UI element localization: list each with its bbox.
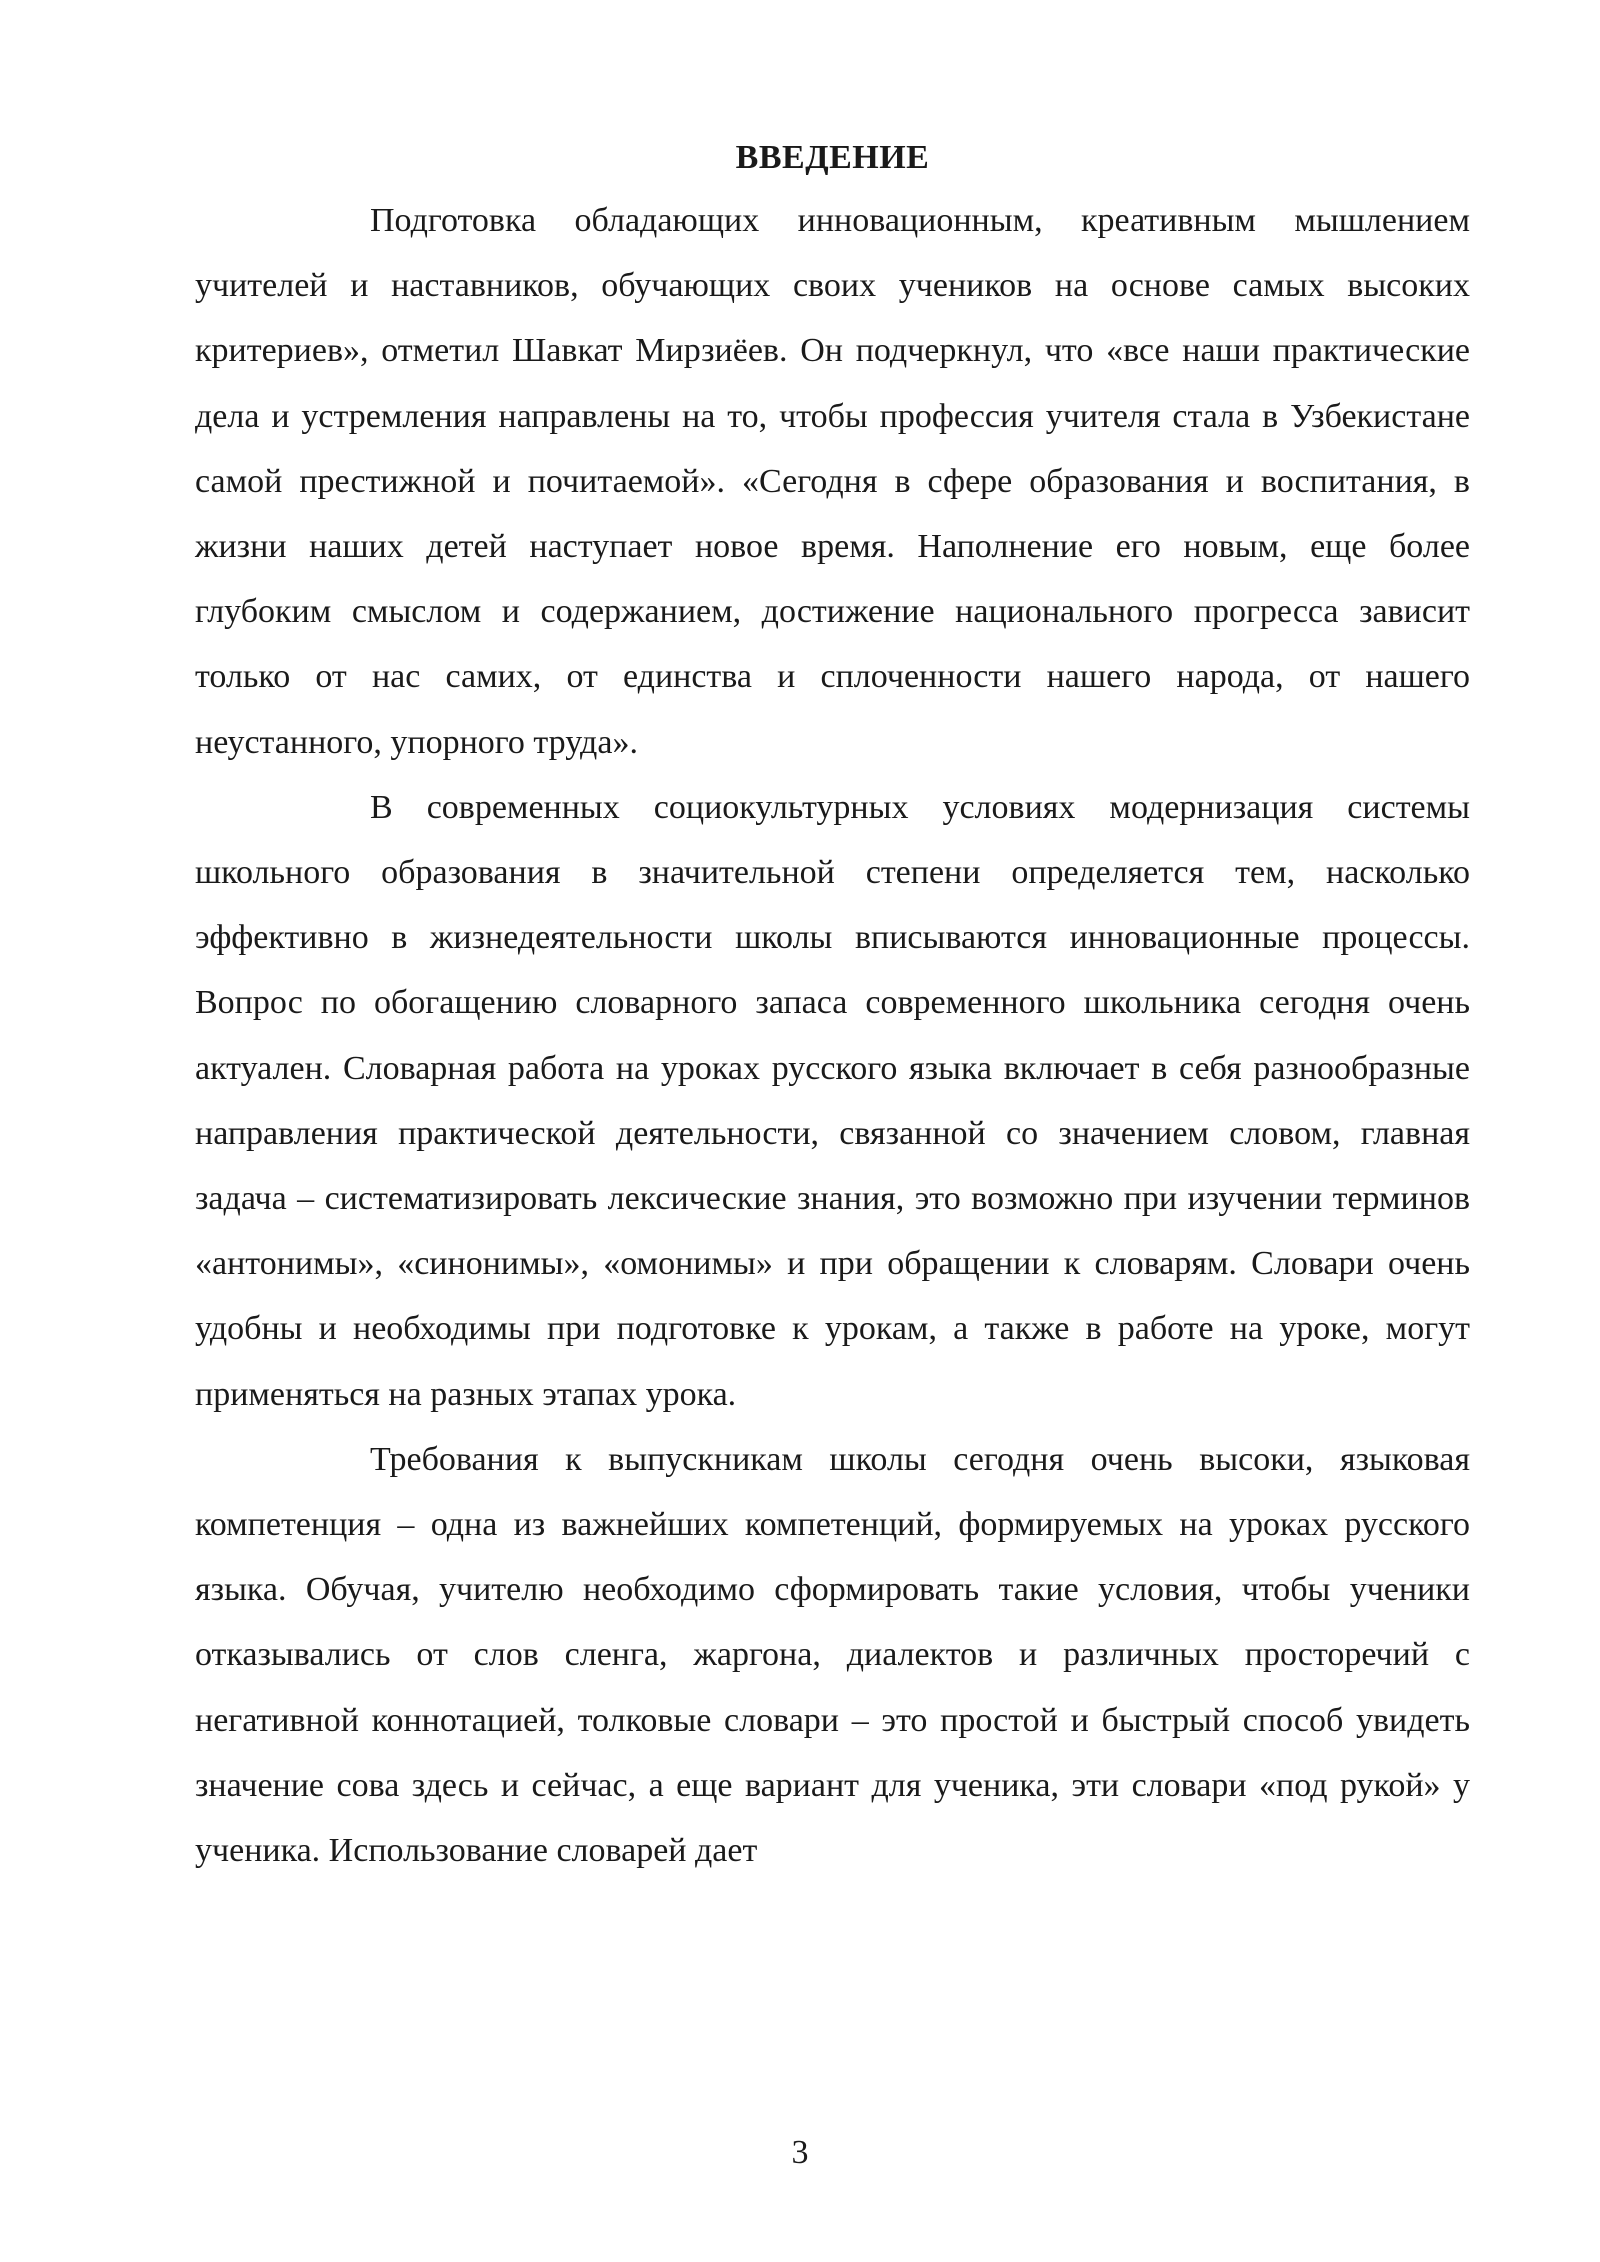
paragraph-1: Подготовка обладающих инновационным, креативным мышлением учителей и наставников, обучающих своих учеников на основе самых высоких критериев», отметил Шавкат Мирзиёев. Он подчеркнул, что «все наши практические дела и устремления направлены на то, чтобы профессия учителя стала в Узбекистане самой престижной и почитаемой». «Сегодня в сфере образования и воспитания, в жизни наших детей наступает новое время. Наполнение его новым, еще более глубоким смыслом и содержанием, достижение национального прогресса зависит только от нас самих, от единства и сплоченности нашего народа, от нашего неустанного, упорного труда».	[195, 202, 1470, 761]
paragraph-2: В современных социокультурных условиях модернизация системы школьного образования в значительной степени определяется тем, насколько эффективно в жизнедеятельности школы вписываются инновационные процессы. Вопрос по обогащению словарного запаса современного школьника сегодня очень актуален. Словарная работа на уроках русского языка включает в себя разнообразные направления практической деятельности, связанной со значением словом, главная задача – систематизировать лексические знания, это возможно при изучении терминов «антонимы», «синонимы», «омонимы» и при обращении к словарям. Словари очень удобны и необходимы при подготовке к урокам, а также в работе на уроке, могут применяться на разных этапах урока.	[195, 788, 1470, 1413]
section-heading: ВВЕДЕНИЕ	[735, 139, 930, 176]
paragraph-3: Требования к выпускникам школы сегодня очень высоки, языковая компетенция – одна из важнейших компетенций, формируемых на уроках русского языка. Обучая, учителю необходимо сформировать такие условия, чтобы ученики отказывались от слов сленга, жаргона, диалектов и различных просторечий с негативной коннотацией, толковые словари – это простой и быстрый способ увидеть значение сова здесь и сейчас, а еще вариант для ученика, эти словари «под рукой» у ученика. Использование словарей дает	[195, 1440, 1470, 1870]
page-content	[195, 128, 1470, 1883]
page-number: 3	[791, 2134, 809, 2171]
